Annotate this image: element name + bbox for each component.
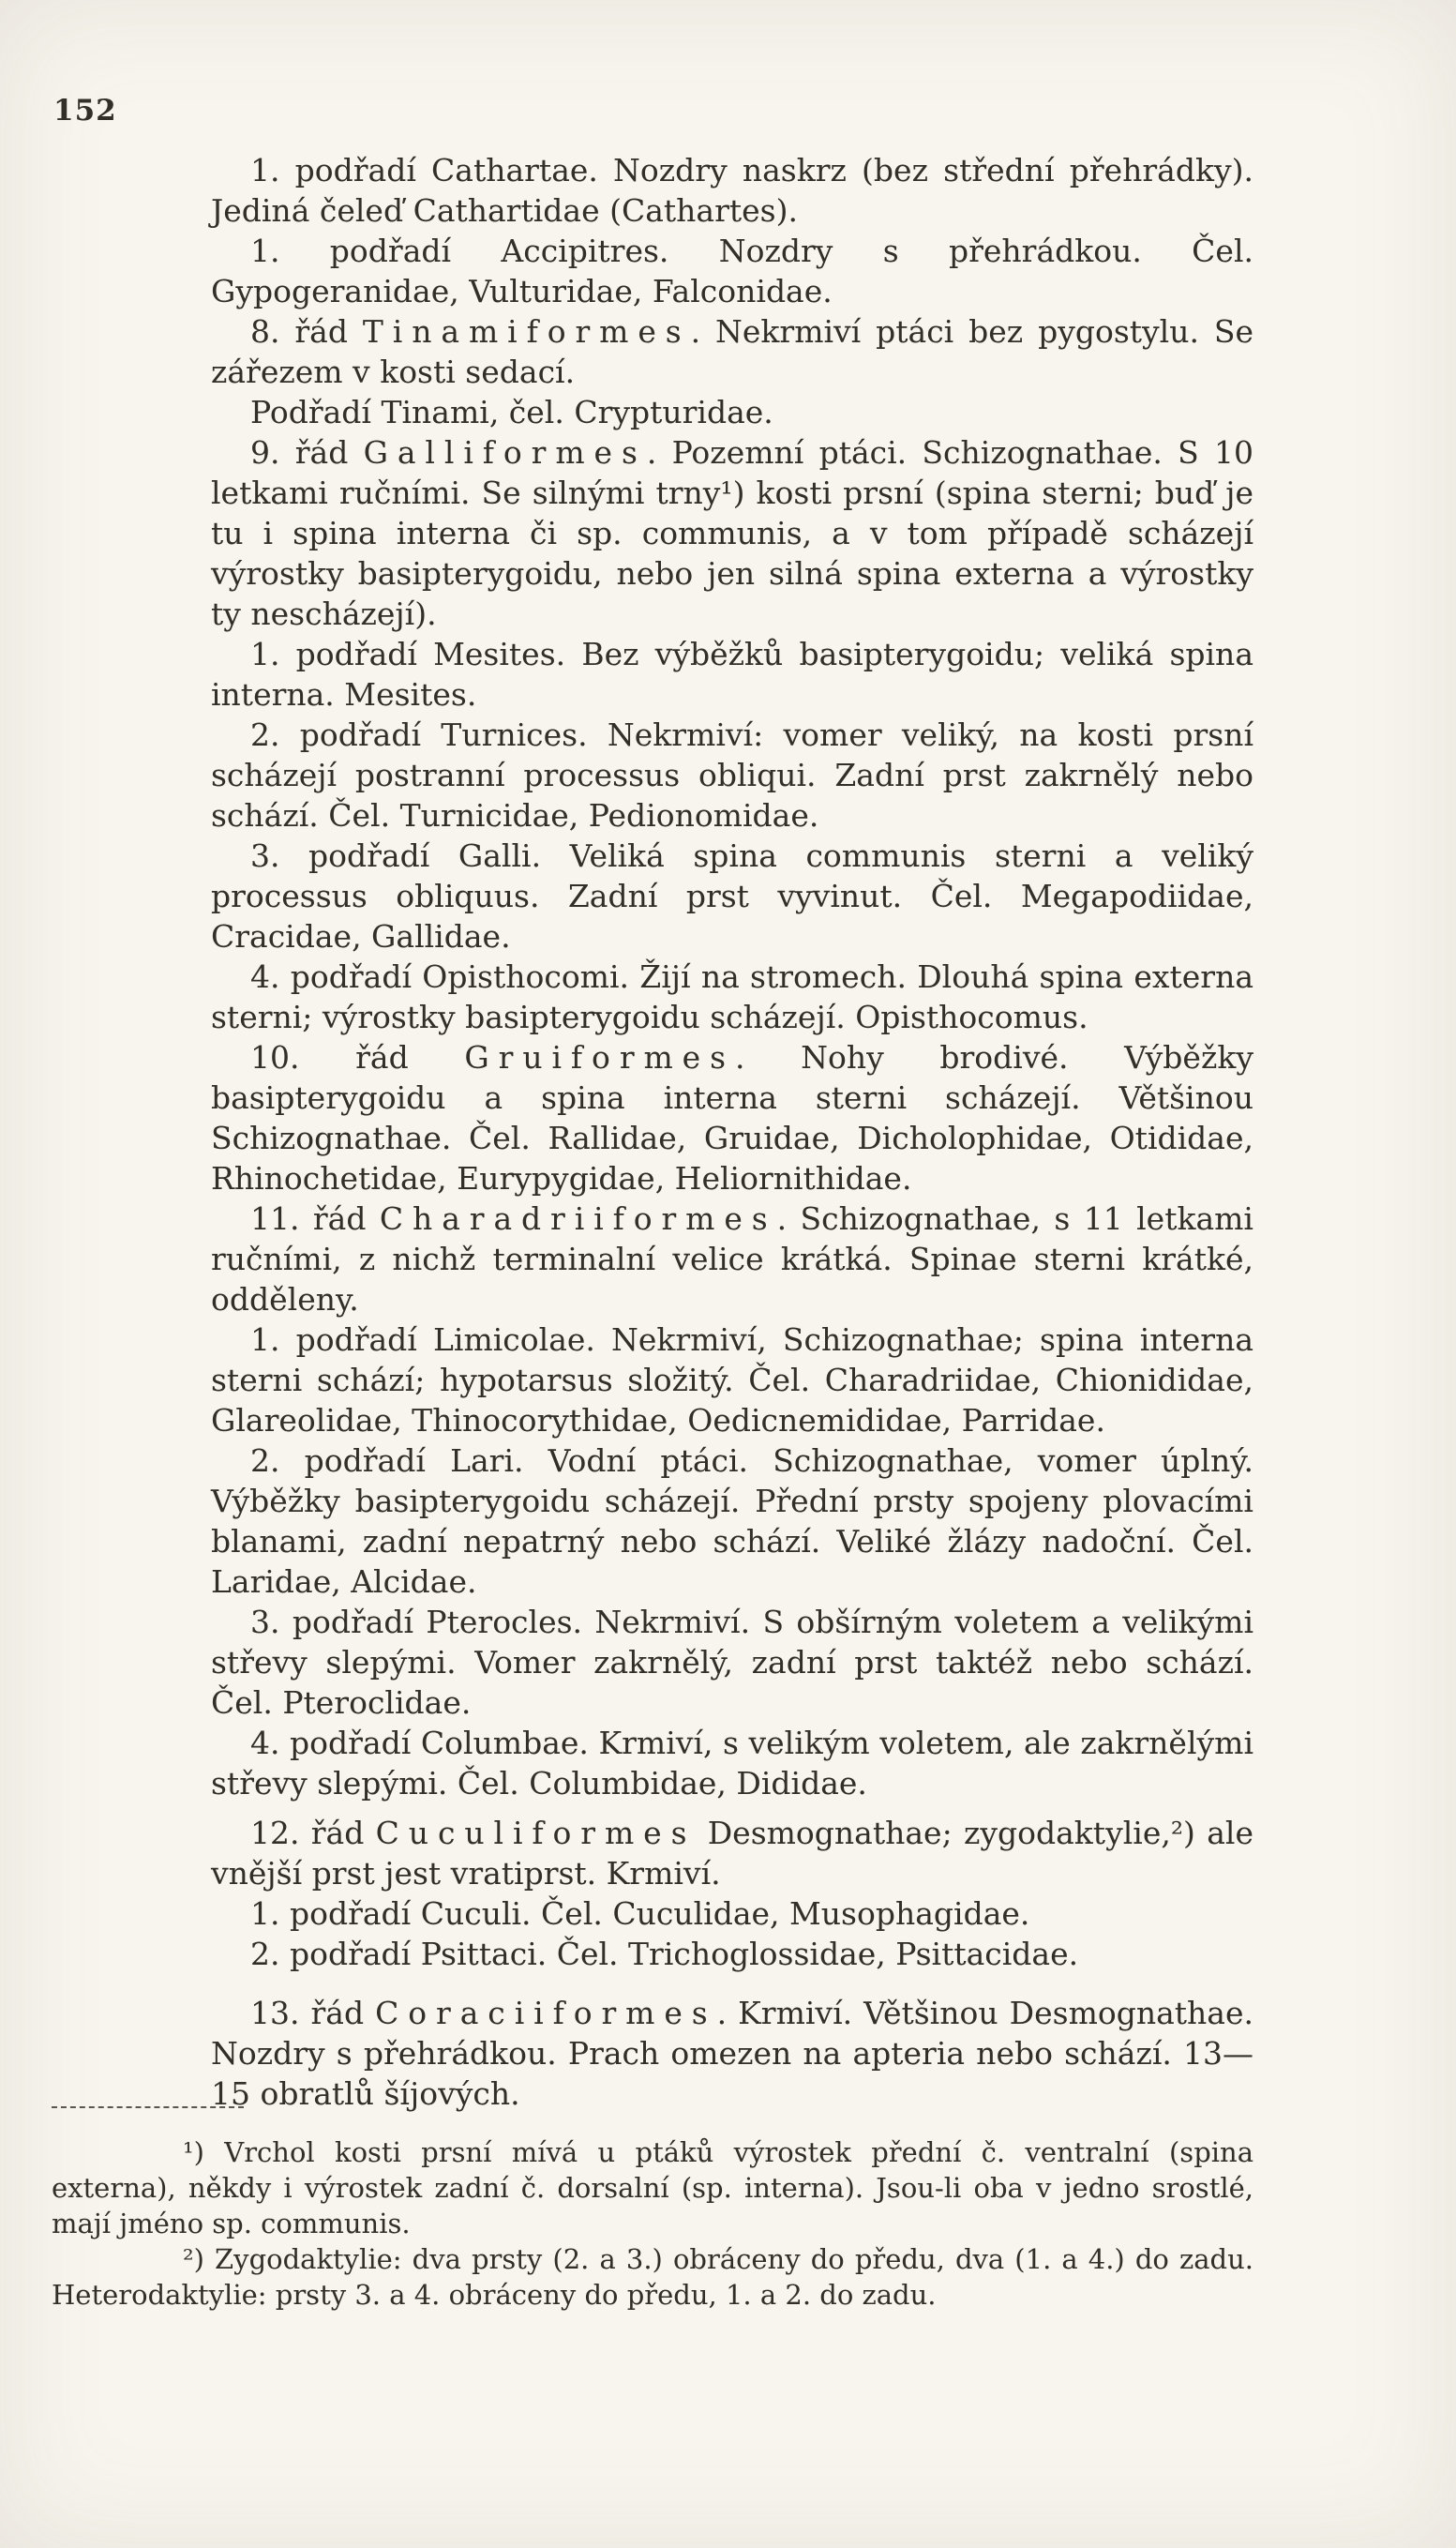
paragraph-text: Desmognathae; zygodaktylie,²) ale vnější prst jest vratiprst. Krmiví. [211,1815,1253,1892]
paragraph-text: Podřadí Tinami, čel. Crypturidae. [250,394,773,430]
paragraph-text: 3. podřadí Pterocles. Nekrmiví. S obšírným voletem a velikými střevy slepými. Vomer zakrnělý, zadní prst taktéž nebo schází. Čel. Pteroclidae. [211,1604,1253,1721]
footnote-text: ²) Zygodaktylie: dva prsty (2. a 3.) obráceny do předu, dva (1. a 4.) do zadu. Heterodaktylie: prsty 3. a 4. obráceny do předu, 1. a 2. do zadu. [52,2243,1253,2311]
paragraph-text: 12. řád [250,1815,376,1851]
paragraph-text: 2. podřadí Lari. Vodní ptáci. Schizognathae, vomer úplný. Výběžky basipterygoidu scházejí. Přední prsty spojeny plovacími blanami, zadní nepatrný nebo schází. Veliké žlázy nadoční. Čel. Laridae, Alcidae. [211,1442,1253,1600]
order-name-spaced: Cuculiformes [375,1815,697,1851]
paragraph [211,231,1253,311]
footnotes [52,2106,1253,2313]
paragraph-text: 1. podřadí Mesites. Bez výběžků basipterygoidu; veliká spina interna. Mesites. [211,636,1253,713]
paragraph-text: 9. řád [250,434,364,471]
paragraph-text: 13. řád [250,1995,376,2031]
paragraph [211,150,1253,231]
paragraph [211,957,1253,1037]
paragraph [211,1993,1253,2114]
paragraph [211,1602,1253,1723]
paragraph [211,1813,1253,1893]
order-name-spaced: Tinamiformes [362,313,691,350]
order-name-spaced: Charadriiformes [379,1200,777,1237]
paragraph-text: 1. podřadí Cathartae. Nozdry naskrz (bez střední přehrádky). Jediná čeleď Cathartidae (Cathartes). [211,152,1253,229]
paragraph-text: . Nekrmiví ptáci bez pygostylu. Se zářezem v kosti sedací. [211,313,1253,390]
paragraph [211,1319,1253,1440]
paragraph [211,392,1253,432]
order-name-spaced: Gruiformes [464,1039,735,1076]
paragraph [211,311,1253,392]
paragraph-text: 2. podřadí Turnices. Nekrmiví: vomer veliký, na kosti prsní scházejí postranní processus obliqui. Zadní prst zakrnělý nebo schází. Čel. Turnicidae, Pedionomidae. [211,716,1253,834]
paragraph-text: 1. podřadí Cuculi. Čel. Cuculidae, Musophagidae. [250,1895,1030,1932]
page-number: 152 [53,94,117,128]
paragraph-text: 11. řád [250,1200,380,1237]
footnote [52,2241,1253,2313]
paragraph [211,1934,1253,1974]
paragraph-text: 4. podřadí Columbae. Krmiví, s velikým voletem, ale zakrnělými střevy slepými. Čel. Columbidae, Dididae. [211,1725,1253,1802]
text-block [211,150,1253,2114]
paragraph-text: 1. podřadí Accipitres. Nozdry s přehrádkou. Čel. Gypogeranidae, Vulturidae, Falconidae. [211,233,1253,309]
paragraph-text: 2. podřadí Psittaci. Čel. Trichoglossidae, Psittacidae. [250,1936,1079,1972]
paragraph-text: . Nohy brodivé. Výběžky basipterygoidu a spina interna sterni scházejí. Většinou Schizognathae. Čel. Rallidae, Gruidae, Dicholophidae, Otididae, Rhinochetidae, Eurypygidae, Heliornithidae. [211,1039,1253,1197]
order-name-spaced: Galliformes [363,434,647,471]
footnote [52,2134,1253,2241]
footnote-text: ¹) Vrchol kosti prsní mívá u ptáků výrostek přední č. ventralní (spina externa), někdy i výrostek zadní č. dorsalní (sp. interna). Jsou-li oba v jedno srostlé, mají jméno sp. communis. [52,2136,1253,2239]
paragraph-text: 3. podřadí Galli. Veliká spina communis sterni a veliký processus obliquus. Zadní prst vyvinut. Čel. Megapodiidae, Cracidae, Gallidae. [211,837,1253,955]
paragraph [211,1723,1253,1803]
paragraph [211,634,1253,715]
paragraph [211,715,1253,836]
paragraph [211,1893,1253,1934]
paragraph [211,1037,1253,1199]
footnote-separator [52,2106,244,2108]
paragraph-text: 4. podřadí Opisthocomi. Žijí na stromech. Dlouhá spina externa sterni; výrostky basipterygoidu scházejí. Opisthocomus. [211,958,1253,1035]
paragraph-text: . Pozemní ptáci. Schizognathae. S 10 letkami ručními. Se silnými trny¹) kosti prsní (spina sterni; buď je tu i spina interna či sp. communis, a v tom případě scházejí výrostky basipterygoidu, nebo jen silná spina externa a výrostky ty nescházejí). [211,434,1253,632]
paragraph [211,1199,1253,1319]
order-name-spaced: Coraciiformes [375,1995,717,2031]
paragraph [211,836,1253,957]
paragraph [211,1440,1253,1602]
paragraph-text: 1. podřadí Limicolae. Nekrmiví, Schizognathae; spina interna sterni schází; hypotarsus složitý. Čel. Charadriidae, Chionididae, Glareolidae, Thinocorythidae, Oedicnemididae, Parridae. [211,1321,1253,1439]
paragraph-text: . Krmiví. Většinou Desmognathae. Nozdry s přehrádkou. Prach omezen na apteria nebo schází. 13—15 obratlů šíjových. [211,1995,1253,2112]
paragraph [211,432,1253,634]
paragraph-text: 8. řád [250,313,363,350]
paragraph-text: . Schizognathae, s 11 letkami ručními, z nichž terminalní velice krátká. Spinae sterni krátké, odděleny. [211,1200,1253,1318]
paragraph-text: 10. řád [250,1039,465,1076]
